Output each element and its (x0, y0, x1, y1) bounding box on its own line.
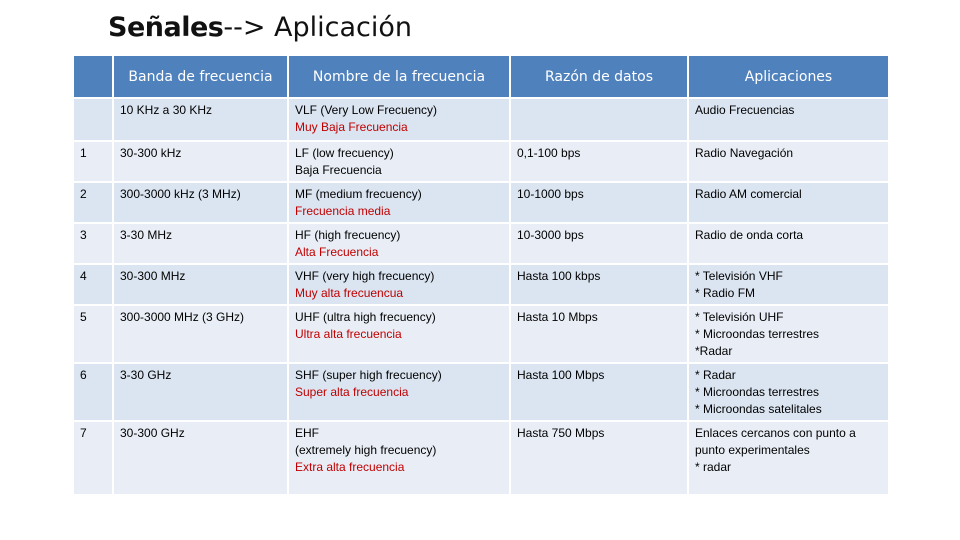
cell-num (74, 99, 112, 140)
freq-name: VLF (Very Low Frecuency) (295, 103, 438, 117)
cell-band: 3-30 GHz (114, 364, 287, 420)
freq-name: VHF (very high frecuency) (295, 269, 435, 283)
freq-name: MF (medium frecuency) (295, 187, 422, 201)
freq-name: SHF (super high frecuency) (295, 368, 442, 382)
freq-name: EHF (295, 426, 319, 440)
cell-band: 30-300 kHz (114, 142, 287, 181)
cell-rate: Hasta 10 Mbps (511, 306, 687, 362)
header-rate: Razón de datos (511, 56, 687, 97)
cell-name (289, 99, 509, 140)
cell-num: 5 (74, 306, 112, 362)
cell-band: 30-300 MHz (114, 265, 287, 304)
app-line: * Microondas terrestres (695, 327, 820, 341)
cell-rate: 0,1-100 bps (511, 142, 687, 181)
cell-band: 30-300 GHz (114, 422, 287, 494)
cell-name (289, 142, 509, 181)
cell-apps (689, 224, 888, 263)
app-line: * radar (695, 460, 732, 474)
cell-rate: 10-3000 bps (511, 224, 687, 263)
cell-rate: Hasta 100 Mbps (511, 364, 687, 420)
table-row (74, 364, 888, 420)
cell-rate: 10-1000 bps (511, 183, 687, 222)
header-name: Nombre de la frecuencia (289, 56, 509, 97)
slide-title (108, 12, 412, 43)
cell-apps (689, 99, 888, 140)
app-line: punto experimentales (695, 443, 810, 457)
freq-name-es: Muy Baja Frecuencia (295, 120, 408, 134)
cell-apps (689, 183, 888, 222)
title-rest: --> Aplicación (223, 12, 413, 43)
cell-apps (689, 364, 888, 420)
header-row (74, 56, 888, 97)
cell-apps (689, 422, 888, 494)
cell-name (289, 265, 509, 304)
cell-rate (511, 99, 687, 140)
table-row (74, 183, 888, 222)
app-line: * Televisión UHF (695, 310, 784, 324)
cell-num: 3 (74, 224, 112, 263)
cell-band: 10 KHz a 30 KHz (114, 99, 287, 140)
freq-name-es: Extra alta frecuencia (295, 460, 405, 474)
freq-name-es: Ultra alta frecuencia (295, 327, 402, 341)
freq-name: HF (high frecuency) (295, 228, 401, 242)
app-line: Audio Frecuencias (695, 103, 795, 117)
cell-band: 300-3000 MHz (3 GHz) (114, 306, 287, 362)
app-line: Enlaces cercanos con punto a (695, 426, 856, 440)
cell-name (289, 183, 509, 222)
freq-name-cont: (extremely high frecuency) (295, 443, 437, 457)
freq-name-es: Baja Frecuencia (295, 163, 382, 177)
header-apps: Aplicaciones (689, 56, 888, 97)
cell-rate: Hasta 100 kbps (511, 265, 687, 304)
cell-num: 2 (74, 183, 112, 222)
freq-name-es: Frecuencia media (295, 204, 391, 218)
cell-num: 1 (74, 142, 112, 181)
app-line: Radio Navegación (695, 146, 794, 160)
cell-apps (689, 265, 888, 304)
freq-name-es: Super alta frecuencia (295, 385, 409, 399)
cell-name (289, 224, 509, 263)
table-row (74, 224, 888, 263)
cell-apps (689, 142, 888, 181)
freq-name: LF (low frecuency) (295, 146, 394, 160)
app-line: * Microondas terrestres (695, 385, 820, 399)
app-line: Radio AM comercial (695, 187, 802, 201)
cell-num: 6 (74, 364, 112, 420)
cell-name (289, 364, 509, 420)
freq-name-es: Muy alta frecuencua (295, 286, 404, 300)
cell-name (289, 306, 509, 362)
table-row (74, 265, 888, 304)
app-line: Radio de onda corta (695, 228, 804, 242)
freq-name: UHF (ultra high frecuency) (295, 310, 436, 324)
app-line: * Televisión VHF (695, 269, 783, 283)
cell-name (289, 422, 509, 494)
cell-rate: Hasta 750 Mbps (511, 422, 687, 494)
table-row (74, 142, 888, 181)
table-row (74, 422, 888, 494)
app-line: * Radio FM (695, 286, 756, 300)
cell-apps (689, 306, 888, 362)
cell-band: 3-30 MHz (114, 224, 287, 263)
cell-band: 300-3000 kHz (3 MHz) (114, 183, 287, 222)
cell-num: 7 (74, 422, 112, 494)
cell-num: 4 (74, 265, 112, 304)
app-line: *Radar (695, 344, 733, 358)
table-row (74, 99, 888, 140)
title-bold: Señales (108, 12, 224, 43)
app-line: * Microondas satelitales (695, 402, 822, 416)
frequency-table (72, 54, 890, 496)
header-num (74, 56, 112, 97)
app-line: * Radar (695, 368, 736, 382)
table-row (74, 306, 888, 362)
header-band: Banda de frecuencia (114, 56, 287, 97)
freq-name-es: Alta Frecuencia (295, 245, 379, 259)
